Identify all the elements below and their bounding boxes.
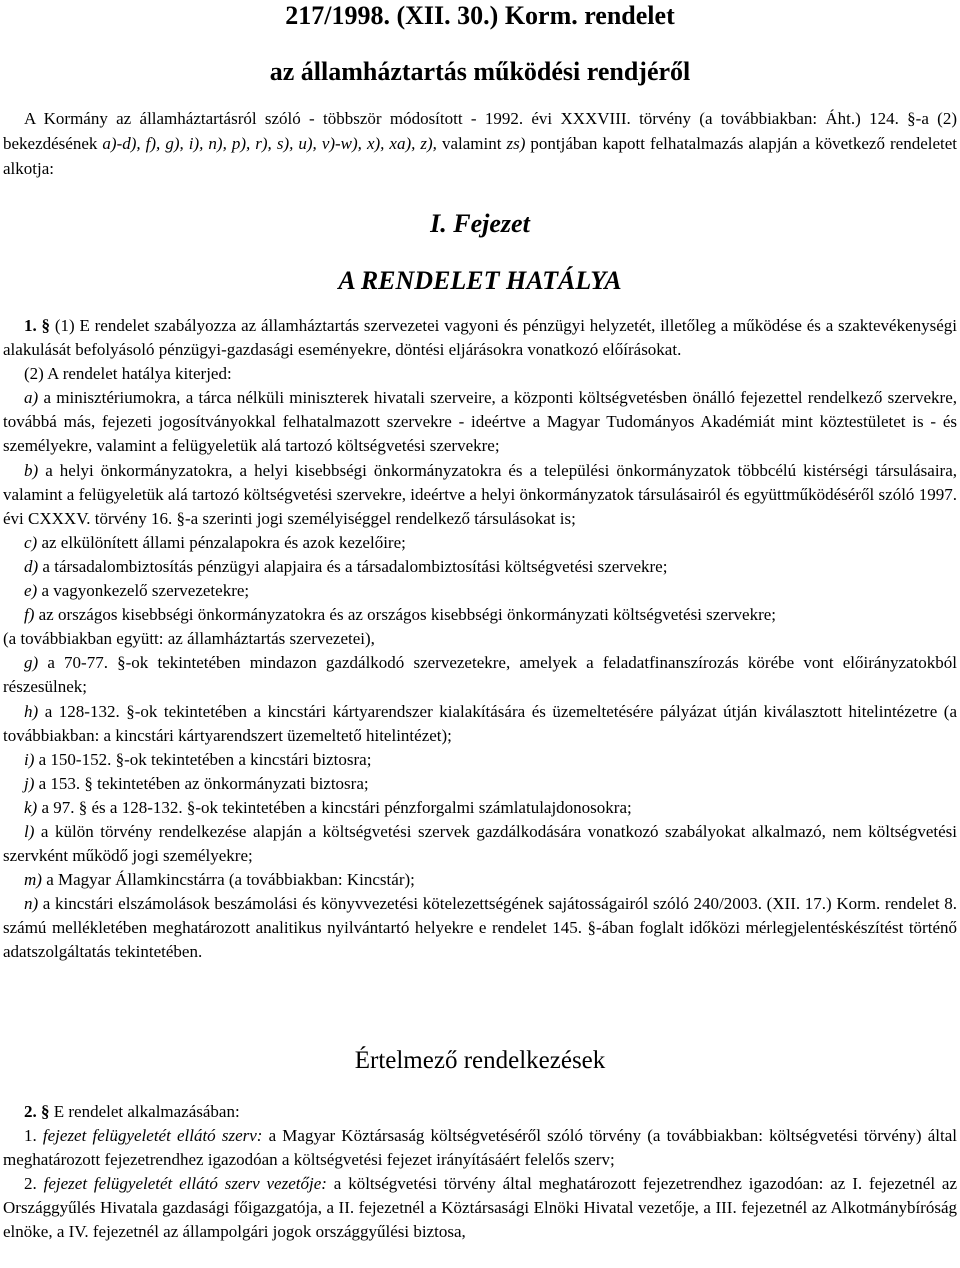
scope-item-letter: b) bbox=[24, 460, 39, 480]
scope-item-letter: c) bbox=[24, 532, 38, 552]
chapter-number: I. Fejezet bbox=[430, 209, 530, 238]
section-2-lead-text: E rendelet alkalmazásában: bbox=[49, 1102, 240, 1121]
scope-item-text: a Magyar Államkincstárra (a továbbiakban: Kincstár); bbox=[41, 870, 415, 890]
scope-item-text: a 150-152. §-ok tekintetében a kincstári biztosra; bbox=[34, 749, 372, 769]
scope-item-letter: h) bbox=[24, 701, 39, 721]
definition-text: a költségvetési törvény által meghatározott fejezetrendhez igazodóan: az I. fejezetnél az Országgyűlés Hivatala gazdasági főigazgatója, a II. fejezetnél a Köztársasági Elnöki Hivatal vezetője, a III. fejezetnél az Alkotmánybíróság elnöke, a IV. fejezetnél az állampolgári jogok országgyűlési biztosa, bbox=[3, 1174, 958, 1242]
definition-number: 1. bbox=[24, 1126, 37, 1146]
scope-item bbox=[3, 772, 957, 796]
scope-item-text: a 153. § tekintetében az önkormányzati biztosra; bbox=[34, 773, 369, 793]
scope-item bbox=[3, 796, 957, 820]
scope-item-text: a 97. § és a 128-132. §-ok tekintetében a kincstári pénzforgalmi számlatulajdonosokra; bbox=[37, 797, 632, 817]
subheading: Értelmező rendelkezések bbox=[354, 1047, 606, 1074]
scope-item-text: a 128-132. §-ok tekintetében a kincstári kártyarendszer kialakítására és üzemeltetésére pályázat útján kiválasztott hitelintézetre (a továbbiakban: a kincstári kártyarendszert üzemeltető hitelintézet); bbox=[3, 701, 957, 745]
scope-item bbox=[3, 700, 957, 748]
section-1-para-2: (2) A rendelet hatálya kiterjed: bbox=[24, 364, 232, 384]
definition-item bbox=[3, 1172, 957, 1244]
scope-item-text: (a továbbiakban együtt: az államháztartás szervezetei), bbox=[3, 629, 375, 649]
scope-item-letter: e) bbox=[24, 581, 38, 601]
section-2-definitions bbox=[3, 1124, 957, 1244]
scope-item-text: a helyi önkormányzatokra, a helyi kisebbségi önkormányzatokra és a települési önkormányzatok többcélú kistérségi társulásaira, valamint a felügyeletük alá tartozó költségvetési szervekre, ideértve a helyi önkormányzatok társulásairól és együttműködéséről szóló 1997. évi CXXXV. törvény 16. §-a szerinti jogi személyiséggel rendelkező társulásokat is; bbox=[3, 460, 957, 528]
scope-item bbox=[3, 820, 957, 868]
scope-item bbox=[3, 459, 957, 531]
section-1-para-1-text: (1) E rendelet szabályozza az államháztartás szervezetei vagyoni és pénzügyi helyzetét, illetőleg a működése és a szaktevékenységi alakulását befolyásoló pénzügyi-gazdasági eseményekre, döntési eljárásokra vonatkozó előírásokat. bbox=[3, 316, 958, 360]
section-2 bbox=[3, 1100, 957, 1245]
definition-term: fejezet felügyeletét ellátó szerv vezetője: bbox=[43, 1174, 327, 1194]
section-2-lead bbox=[3, 1100, 957, 1124]
preamble-text-b: valamint bbox=[436, 134, 507, 153]
scope-item-letter: k) bbox=[24, 797, 38, 817]
scope-item-letter: l) bbox=[24, 821, 35, 841]
scope-item-text: az elkülönített állami pénzalapokra és azok kezelőire; bbox=[37, 532, 406, 552]
scope-item-letter: m) bbox=[24, 870, 42, 890]
scope-item-text: a társadalombiztosítás pénzügyi alapjaira és a társadalombiztosítási költségvetési szervekre; bbox=[38, 556, 668, 576]
scope-item-text: a kincstári elszámolások beszámolási és könyvvezetési kötelezettségének sajátosságairól szóló 240/2003. (XII. 17.) Korm. rendelet 8. számú mellékletében meghatározott analitikus nyilvántartó helyekre e rendelet 145. §-ában foglalt időközi mérlegjelentéskészítést történő adatszolgáltatás tekintetében. bbox=[3, 894, 957, 962]
scope-item bbox=[3, 555, 957, 579]
scope-item bbox=[3, 627, 957, 651]
scope-item-text: az országos kisebbségi önkormányzatokra és az országos kisebbségi önkormányzati költségvetési szervekre; bbox=[34, 605, 777, 625]
scope-item-text: a 70-77. §-ok tekintetében mindazon gazdálkodó szervezetekre, amelyek a feladatfinanszírozás körébe vont előirányzatokból részesülnek; bbox=[3, 653, 957, 697]
scope-item-letter: f) bbox=[24, 605, 35, 625]
definition-item bbox=[3, 1124, 957, 1172]
section-1-items bbox=[3, 386, 957, 964]
definition-number: 2. bbox=[24, 1174, 37, 1194]
preamble-letters-a: a)-d), f), g), i), n), p), r), s), u), v)-w), x), xa), z), bbox=[102, 134, 437, 153]
section-1 bbox=[3, 314, 957, 965]
preamble-text-c: pontjában kapott felhatalmazás alapján a következő rendeletet alkotja: bbox=[3, 134, 957, 178]
scope-item bbox=[3, 892, 957, 964]
document-title-number: 217/1998. (XII. 30.) Korm. rendelet bbox=[285, 1, 675, 30]
scope-item bbox=[3, 531, 957, 555]
section-2-number: 2. § bbox=[24, 1102, 50, 1121]
scope-item-text: a vagyonkezelő szervezetekre; bbox=[37, 581, 250, 601]
preamble-text-a: A Kormány az államháztartásról szóló - többször módosított - 1992. évi XXXVIII. törvény (a továbbiakban: Áht.) 124. §-a (2) bekezdésének bbox=[3, 109, 957, 153]
scope-item bbox=[3, 386, 957, 458]
scope-item bbox=[3, 748, 957, 772]
preamble bbox=[3, 106, 957, 181]
chapter-title: A RENDELET HATÁLYA bbox=[338, 266, 622, 295]
definition-text: a Magyar Köztársaság költségvetéséről szóló törvény (a továbbiakban: költségvetési törvény) által meghatározott fejezetrendhez igazodóan a költségvetési fejezet irányításáért felelős szerv; bbox=[3, 1126, 957, 1170]
scope-item bbox=[3, 651, 957, 699]
scope-item-letter: d) bbox=[24, 556, 39, 576]
scope-item-letter: i) bbox=[24, 749, 35, 769]
section-1-number: 1. § bbox=[24, 316, 51, 335]
definition-term: fejezet felügyeletét ellátó szerv: bbox=[42, 1126, 263, 1146]
scope-item-text: a külön törvény rendelkezése alapján a költségvetési szervek gazdálkodására vonatkozó szabályokat alkalmazó, nem költségvetési szervként működő jogi személyekre; bbox=[3, 821, 957, 866]
preamble-letters-b: zs) bbox=[506, 134, 526, 153]
scope-item-letter: a) bbox=[24, 388, 39, 408]
section-1-para-1 bbox=[3, 314, 957, 362]
scope-item bbox=[3, 579, 957, 603]
scope-item bbox=[3, 603, 957, 627]
document-title-subject: az államháztartás működési rendjéről bbox=[269, 57, 691, 86]
scope-item-letter: g) bbox=[24, 653, 39, 673]
scope-item-letter: n) bbox=[24, 894, 39, 914]
scope-item-letter: j) bbox=[24, 773, 35, 793]
scope-item bbox=[3, 868, 957, 892]
scope-item-text: a minisztériumokra, a tárca nélküli miniszterek hivatali szerveire, a központi költségvetésben önálló fejezettel rendelkező szervekre, továbbá más, fejezeti jogosítványokkal felhatalmazott szervekre - ideértve a Magyar Tudományos Akadémiát mint köztestületet is - és személyekre, valamint a felügyeletük alá tartozó költségvetési szervekre; bbox=[3, 388, 957, 456]
